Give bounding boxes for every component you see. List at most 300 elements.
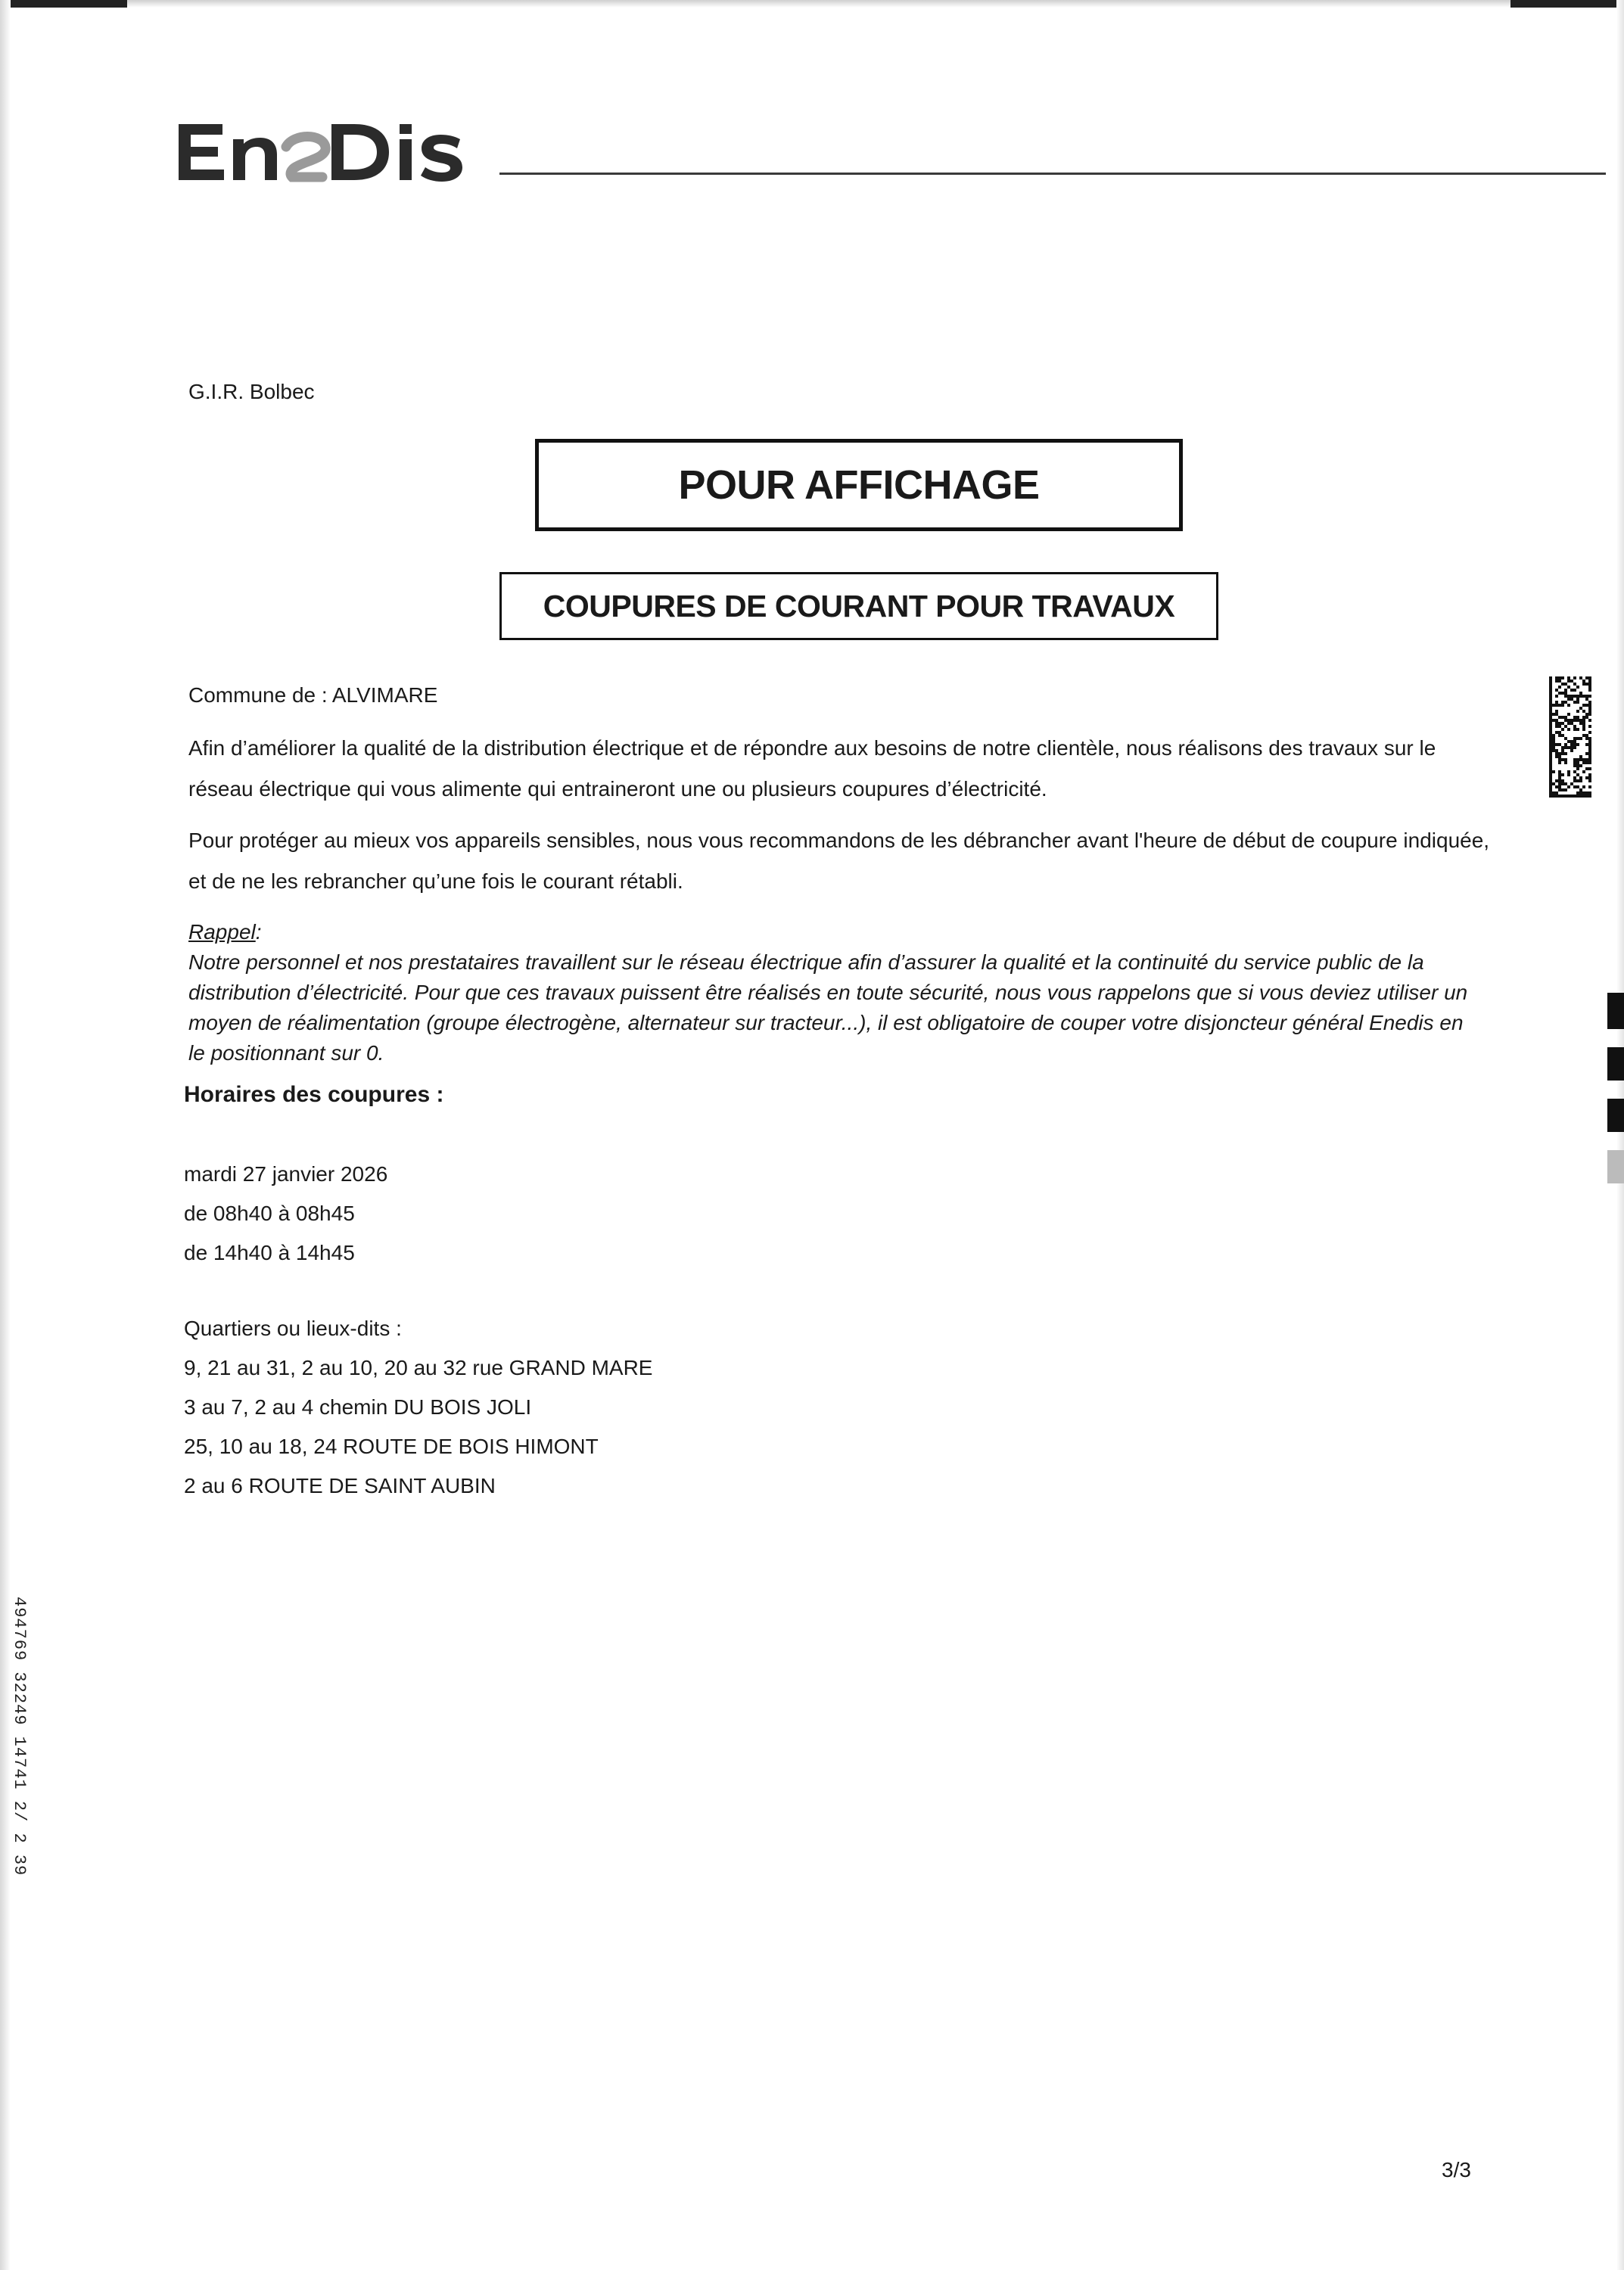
- datamatrix-module: [1549, 704, 1552, 707]
- datamatrix-module: [1561, 722, 1564, 725]
- datamatrix-module: [1576, 743, 1579, 746]
- datamatrix-module: [1567, 719, 1570, 722]
- datamatrix-module: [1570, 746, 1573, 749]
- datamatrix-module: [1570, 722, 1573, 725]
- datamatrix-module: [1588, 794, 1591, 798]
- datamatrix-module: [1573, 758, 1576, 761]
- rappel-text: Notre personnel et nos prestataires travaillent sur le réseau électrique afin d’assurer la qualité et la continuité du service public de la distribution d’électricité. Pour que ces travaux puissent être réalisés en toute sécurité, nous vous rappelons que si vous deviez utiliser un moyen de réalimentation (groupe électrogène, alternateur sur tracteur...), il est obligatoire de couper votre disjoncteur général Enedis en le positionnant sur 0.: [188, 950, 1468, 1065]
- title-coupures: COUPURES DE COURANT POUR TRAVAUX: [543, 588, 1175, 623]
- datamatrix-module: [1558, 794, 1561, 798]
- datamatrix-module: [1549, 710, 1552, 713]
- datamatrix-module: [1552, 704, 1555, 707]
- datamatrix-module: [1576, 701, 1579, 704]
- datamatrix-module: [1567, 704, 1570, 707]
- datamatrix-module: [1573, 785, 1576, 788]
- datamatrix-module: [1585, 758, 1588, 761]
- datamatrix-module: [1549, 676, 1552, 679]
- datamatrix-module: [1582, 722, 1585, 725]
- datamatrix-module: [1561, 716, 1564, 719]
- datamatrix-module: [1558, 686, 1561, 689]
- lieux-item: 9, 21 au 31, 2 au 10, 20 au 32 rue GRAND MARE: [184, 1356, 653, 1379]
- datamatrix-module: [1558, 758, 1561, 761]
- datamatrix-module: [1555, 731, 1558, 734]
- datamatrix-module: [1567, 686, 1570, 689]
- datamatrix-module: [1564, 752, 1567, 755]
- datamatrix-module: [1567, 722, 1570, 725]
- datamatrix-module: [1585, 791, 1588, 794]
- datamatrix-module: [1573, 770, 1576, 773]
- datamatrix-module: [1576, 737, 1579, 740]
- commune-line: Commune de : ALVIMARE: [188, 683, 438, 707]
- schedule-slot: de 14h40 à 14h45: [184, 1241, 355, 1264]
- datamatrix-module: [1588, 755, 1591, 758]
- datamatrix-module: [1576, 791, 1579, 794]
- datamatrix-module: [1576, 785, 1579, 788]
- datamatrix-module: [1552, 740, 1555, 743]
- datamatrix-module: [1585, 683, 1588, 686]
- datamatrix-module: [1549, 701, 1552, 704]
- datamatrix-module: [1552, 746, 1555, 749]
- enedis-logo: [176, 114, 478, 189]
- datamatrix-module: [1549, 679, 1552, 683]
- datamatrix-module: [1564, 758, 1567, 761]
- datamatrix-module: [1555, 752, 1558, 755]
- datamatrix-module: [1549, 767, 1552, 770]
- datamatrix-module: [1561, 734, 1564, 737]
- datamatrix-module: [1588, 679, 1591, 683]
- datamatrix-module: [1582, 695, 1585, 698]
- datamatrix-module: [1582, 791, 1585, 794]
- datamatrix-module: [1588, 749, 1591, 752]
- datamatrix-module: [1564, 788, 1567, 791]
- datamatrix-module: [1582, 758, 1585, 761]
- datamatrix-module: [1549, 725, 1552, 728]
- schedule-slot: de 08h40 à 08h45: [184, 1202, 355, 1225]
- datamatrix-module: [1549, 743, 1552, 746]
- datamatrix-module: [1573, 779, 1576, 782]
- title-box-affichage: [535, 439, 1183, 531]
- datamatrix-module: [1588, 713, 1591, 716]
- datamatrix-module: [1582, 794, 1585, 798]
- datamatrix-module: [1561, 773, 1564, 776]
- datamatrix-module: [1573, 761, 1576, 764]
- datamatrix-module: [1588, 695, 1591, 698]
- datamatrix-module: [1579, 722, 1582, 725]
- datamatrix-module: [1570, 679, 1573, 683]
- datamatrix-module: [1576, 695, 1579, 698]
- datamatrix-module: [1549, 752, 1552, 755]
- lieux-title: Quartiers ou lieux-dits :: [184, 1317, 402, 1340]
- datamatrix-module: [1558, 761, 1561, 764]
- datamatrix-module: [1579, 695, 1582, 698]
- lieux-item: 2 au 6 ROUTE DE SAINT AUBIN: [184, 1474, 496, 1497]
- datamatrix-module: [1558, 776, 1561, 779]
- side-reference-text: 494769 32249 14741 2/ 2 39: [10, 1597, 29, 1877]
- datamatrix-module: [1567, 698, 1570, 701]
- datamatrix-module: [1570, 740, 1573, 743]
- datamatrix-module: [1567, 746, 1570, 749]
- datamatrix-module: [1576, 710, 1579, 713]
- datamatrix-module: [1549, 761, 1552, 764]
- datamatrix-module: [1576, 779, 1579, 782]
- datamatrix-module: [1570, 743, 1573, 746]
- datamatrix-module: [1561, 752, 1564, 755]
- datamatrix-module: [1549, 794, 1552, 798]
- datamatrix-module: [1573, 683, 1576, 686]
- datamatrix-module: [1558, 788, 1561, 791]
- schedule-list: [184, 1155, 387, 1273]
- datamatrix-module: [1567, 794, 1570, 798]
- datamatrix-module: [1549, 758, 1552, 761]
- datamatrix-module: [1549, 785, 1552, 788]
- datamatrix-module: [1585, 737, 1588, 740]
- datamatrix-module: [1558, 752, 1561, 755]
- datamatrix-module: [1561, 701, 1564, 704]
- datamatrix-module: [1567, 785, 1570, 788]
- datamatrix-module: [1585, 776, 1588, 779]
- datamatrix-module: [1588, 704, 1591, 707]
- paragraph-recommendation: Pour protéger au mieux vos appareils sensibles, nous vous recommandons de les débrancher avant l'heure de début de coupure indiquée, et de ne les rebrancher qu’une fois le courant rétabli.: [188, 829, 1490, 893]
- datamatrix-module: [1576, 764, 1579, 767]
- datamatrix-module: [1579, 719, 1582, 722]
- datamatrix-module: [1567, 728, 1570, 731]
- datamatrix-module: [1558, 679, 1561, 683]
- scan-mark: [1510, 0, 1624, 8]
- datamatrix-module: [1552, 719, 1555, 722]
- datamatrix-module: [1561, 728, 1564, 731]
- registration-mark: [1607, 993, 1624, 1029]
- datamatrix-module: [1582, 725, 1585, 728]
- datamatrix-module: [1561, 794, 1564, 798]
- datamatrix-module: [1570, 749, 1573, 752]
- datamatrix-module: [1549, 788, 1552, 791]
- datamatrix-module: [1588, 683, 1591, 686]
- datamatrix-module: [1555, 701, 1558, 704]
- datamatrix-module: [1549, 692, 1552, 695]
- datamatrix-module: [1552, 794, 1555, 798]
- datamatrix-module: [1588, 746, 1591, 749]
- datamatrix-module: [1579, 794, 1582, 798]
- datamatrix-module: [1549, 782, 1552, 785]
- datamatrix-module: [1564, 794, 1567, 798]
- datamatrix-module: [1558, 782, 1561, 785]
- datamatrix-module: [1552, 791, 1555, 794]
- datamatrix-module: [1588, 758, 1591, 761]
- datamatrix-module: [1564, 719, 1567, 722]
- datamatrix-module: [1576, 698, 1579, 701]
- datamatrix-module: [1585, 713, 1588, 716]
- datamatrix-module: [1549, 719, 1552, 722]
- datamatrix-module: [1588, 689, 1591, 692]
- datamatrix-module: [1588, 785, 1591, 788]
- datamatrix-module: [1555, 722, 1558, 725]
- datamatrix-module: [1576, 794, 1579, 798]
- datamatrix-module: [1588, 731, 1591, 734]
- datamatrix-module: [1576, 719, 1579, 722]
- datamatrix-module: [1582, 734, 1585, 737]
- datamatrix-module: [1549, 791, 1552, 794]
- datamatrix-module: [1564, 689, 1567, 692]
- datamatrix-module: [1555, 794, 1558, 798]
- datamatrix-module: [1570, 695, 1573, 698]
- datamatrix-module: [1555, 719, 1558, 722]
- datamatrix-module: [1558, 704, 1561, 707]
- datamatrix-module: [1552, 770, 1555, 773]
- datamatrix-module: [1555, 710, 1558, 713]
- datamatrix-module: [1549, 779, 1552, 782]
- datamatrix-module: [1588, 779, 1591, 782]
- datamatrix-module: [1549, 683, 1552, 686]
- datamatrix-module: [1573, 764, 1576, 767]
- datamatrix-module: [1573, 740, 1576, 743]
- datamatrix-module: [1585, 704, 1588, 707]
- datamatrix-module: [1555, 689, 1558, 692]
- datamatrix-module: [1567, 676, 1570, 679]
- datamatrix-module: [1588, 740, 1591, 743]
- datamatrix-module: [1561, 788, 1564, 791]
- schedule-date: mardi 27 janvier 2026: [184, 1162, 388, 1186]
- datamatrix-module: [1582, 679, 1585, 683]
- datamatrix-module: [1558, 716, 1561, 719]
- datamatrix-module: [1549, 740, 1552, 743]
- datamatrix-module: [1552, 737, 1555, 740]
- datamatrix-module: [1579, 779, 1582, 782]
- registration-mark: [1607, 1047, 1624, 1081]
- datamatrix-module: [1549, 689, 1552, 692]
- datamatrix-module: [1558, 725, 1561, 728]
- datamatrix-module: [1564, 737, 1567, 740]
- header-rule: [499, 173, 1606, 175]
- datamatrix-module: [1564, 743, 1567, 746]
- datamatrix-module: [1573, 746, 1576, 749]
- datamatrix-module: [1561, 782, 1564, 785]
- datamatrix-module: [1573, 716, 1576, 719]
- datamatrix-module: [1582, 761, 1585, 764]
- datamatrix-module: [1564, 761, 1567, 764]
- datamatrix-module: [1579, 692, 1582, 695]
- rappel-heading: [188, 920, 262, 944]
- datamatrix-module: [1549, 770, 1552, 773]
- datamatrix-module: [1558, 676, 1561, 679]
- datamatrix-module: [1585, 676, 1588, 679]
- datamatrix-module: [1582, 719, 1585, 722]
- datamatrix-module: [1558, 743, 1561, 746]
- datamatrix-module: [1573, 676, 1576, 679]
- datamatrix-module: [1564, 692, 1567, 695]
- datamatrix-module: [1588, 737, 1591, 740]
- datamatrix-module: [1549, 737, 1552, 740]
- datamatrix-module: [1564, 746, 1567, 749]
- datamatrix-module: [1570, 794, 1573, 798]
- scan-mark: [0, 0, 127, 8]
- datamatrix-module: [1555, 791, 1558, 794]
- sender: G.I.R. Bolbec: [188, 380, 315, 403]
- datamatrix-module: [1549, 728, 1552, 731]
- datamatrix-module: [1579, 758, 1582, 761]
- datamatrix-module: [1585, 767, 1588, 770]
- datamatrix-module: [1585, 734, 1588, 737]
- datamatrix-module: [1558, 734, 1561, 737]
- datamatrix-module: [1555, 785, 1558, 788]
- datamatrix-module: [1585, 794, 1588, 798]
- datamatrix-module: [1555, 704, 1558, 707]
- datamatrix-module: [1555, 679, 1558, 683]
- datamatrix-module: [1573, 701, 1576, 704]
- datamatrix-module: [1549, 746, 1552, 749]
- title-box-coupures: [499, 572, 1218, 640]
- datamatrix-module: [1585, 716, 1588, 719]
- datamatrix-module: [1549, 686, 1552, 689]
- datamatrix-module: [1573, 689, 1576, 692]
- datamatrix-module: [1561, 746, 1564, 749]
- registration-mark: [1607, 1099, 1624, 1132]
- datamatrix-module: [1588, 752, 1591, 755]
- datamatrix-module: [1573, 737, 1576, 740]
- datamatrix-module: [1564, 701, 1567, 704]
- lieux-item: 25, 10 au 18, 24 ROUTE DE BOIS HIMONT: [184, 1435, 599, 1458]
- datamatrix-module: [1564, 725, 1567, 728]
- datamatrix-module: [1552, 734, 1555, 737]
- datamatrix-module: [1585, 743, 1588, 746]
- datamatrix-module: [1573, 728, 1576, 731]
- datamatrix-module: [1588, 710, 1591, 713]
- datamatrix-module: [1588, 719, 1591, 722]
- datamatrix-module: [1567, 740, 1570, 743]
- datamatrix-module: [1558, 722, 1561, 725]
- rappel-label: Rappel: [188, 920, 256, 944]
- datamatrix-module: [1576, 758, 1579, 761]
- datamatrix-module: [1552, 749, 1555, 752]
- datamatrix-module: [1549, 713, 1552, 716]
- datamatrix-module: [1549, 734, 1552, 737]
- datamatrix-module: [1558, 692, 1561, 695]
- datamatrix-module: [1549, 731, 1552, 734]
- datamatrix-module: [1555, 695, 1558, 698]
- scan-edge-top: [0, 0, 1624, 8]
- datamatrix-module: [1552, 782, 1555, 785]
- datamatrix-module: [1549, 764, 1552, 767]
- datamatrix-module: [1588, 743, 1591, 746]
- datamatrix-module: [1579, 737, 1582, 740]
- datamatrix-module: [1576, 728, 1579, 731]
- datamatrix-module: [1561, 779, 1564, 782]
- datamatrix-module: [1549, 776, 1552, 779]
- datamatrix-module: [1570, 689, 1573, 692]
- datamatrix-module: [1582, 770, 1585, 773]
- datamatrix-module: [1558, 773, 1561, 776]
- datamatrix-module: [1579, 764, 1582, 767]
- datamatrix-module: [1549, 749, 1552, 752]
- scan-edge-left: [0, 0, 11, 2270]
- datamatrix-module: [1588, 776, 1591, 779]
- datamatrix-module: [1570, 698, 1573, 701]
- datamatrix-module: [1585, 698, 1588, 701]
- datamatrix-module: [1567, 713, 1570, 716]
- datamatrix-module: [1573, 695, 1576, 698]
- datamatrix-module: [1561, 749, 1564, 752]
- paragraph-intro: Afin d’améliorer la qualité de la distribution électrique et de répondre aux besoins de notre clientèle, nous réalisons des travaux sur le réseau électrique qui vous alimente qui entraineront une ou plusieurs coupures d’électricité.: [188, 736, 1436, 801]
- datamatrix-module: [1582, 710, 1585, 713]
- datamatrix-module: [1570, 782, 1573, 785]
- datamatrix-module: [1558, 770, 1561, 773]
- datamatrix-module: [1588, 686, 1591, 689]
- datamatrix-module: [1579, 791, 1582, 794]
- datamatrix-module: [1588, 791, 1591, 794]
- datamatrix-module: [1567, 679, 1570, 683]
- datamatrix-module: [1561, 676, 1564, 679]
- title-affichage: POUR AFFICHAGE: [678, 462, 1040, 508]
- datamatrix-module: [1576, 716, 1579, 719]
- datamatrix-module: [1549, 716, 1552, 719]
- datamatrix-module: [1576, 761, 1579, 764]
- datamatrix-module: [1573, 719, 1576, 722]
- datamatrix-module: [1552, 713, 1555, 716]
- datamatrix-module: [1588, 701, 1591, 704]
- datamatrix-module: [1564, 683, 1567, 686]
- datamatrix-module: [1555, 676, 1558, 679]
- datamatrix-module: [1555, 743, 1558, 746]
- datamatrix-module: [1588, 767, 1591, 770]
- datamatrix-module: [1573, 794, 1576, 798]
- datamatrix-module: [1588, 761, 1591, 764]
- datamatrix-module: [1555, 755, 1558, 758]
- datamatrix-module: [1558, 779, 1561, 782]
- datamatrix-module: [1558, 785, 1561, 788]
- datamatrix-module: [1576, 773, 1579, 776]
- lieux-item: 3 au 7, 2 au 4 chemin DU BOIS JOLI: [184, 1395, 532, 1419]
- datamatrix-module: [1558, 731, 1561, 734]
- datamatrix-module: [1552, 743, 1555, 746]
- datamatrix-module: [1582, 716, 1585, 719]
- datamatrix-module: [1564, 782, 1567, 785]
- datamatrix-module: [1573, 743, 1576, 746]
- registration-mark: [1607, 1150, 1624, 1183]
- datamatrix-module: [1588, 707, 1591, 710]
- datamatrix-module: [1558, 755, 1561, 758]
- datamatrix-module: [1567, 695, 1570, 698]
- datamatrix-module: [1561, 758, 1564, 761]
- datamatrix-module: [1576, 686, 1579, 689]
- datamatrix-module: [1561, 683, 1564, 686]
- datamatrix-module: [1549, 722, 1552, 725]
- datamatrix-module: [1555, 713, 1558, 716]
- datamatrix-module: [1573, 776, 1576, 779]
- datamatrix-module: [1576, 767, 1579, 770]
- datamatrix-code: [1548, 675, 1592, 799]
- datamatrix-module: [1549, 695, 1552, 698]
- datamatrix-module: [1585, 761, 1588, 764]
- datamatrix-module: [1588, 773, 1591, 776]
- datamatrix-module: [1582, 728, 1585, 731]
- rappel-label-suffix: :: [255, 920, 262, 944]
- scan-edge-right: [1616, 0, 1624, 2270]
- datamatrix-module: [1579, 776, 1582, 779]
- datamatrix-module: [1564, 716, 1567, 719]
- datamatrix-module: [1549, 698, 1552, 701]
- datamatrix-module: [1579, 788, 1582, 791]
- horaires-title: Horaires des coupures :: [184, 1082, 444, 1107]
- datamatrix-module: [1567, 770, 1570, 773]
- datamatrix-module: [1579, 755, 1582, 758]
- datamatrix-module: [1549, 755, 1552, 758]
- datamatrix-module: [1582, 785, 1585, 788]
- datamatrix-module: [1579, 707, 1582, 710]
- datamatrix-module: [1564, 695, 1567, 698]
- datamatrix-module: [1588, 725, 1591, 728]
- datamatrix-module: [1561, 692, 1564, 695]
- datamatrix-module: [1549, 707, 1552, 710]
- datamatrix-module: [1582, 704, 1585, 707]
